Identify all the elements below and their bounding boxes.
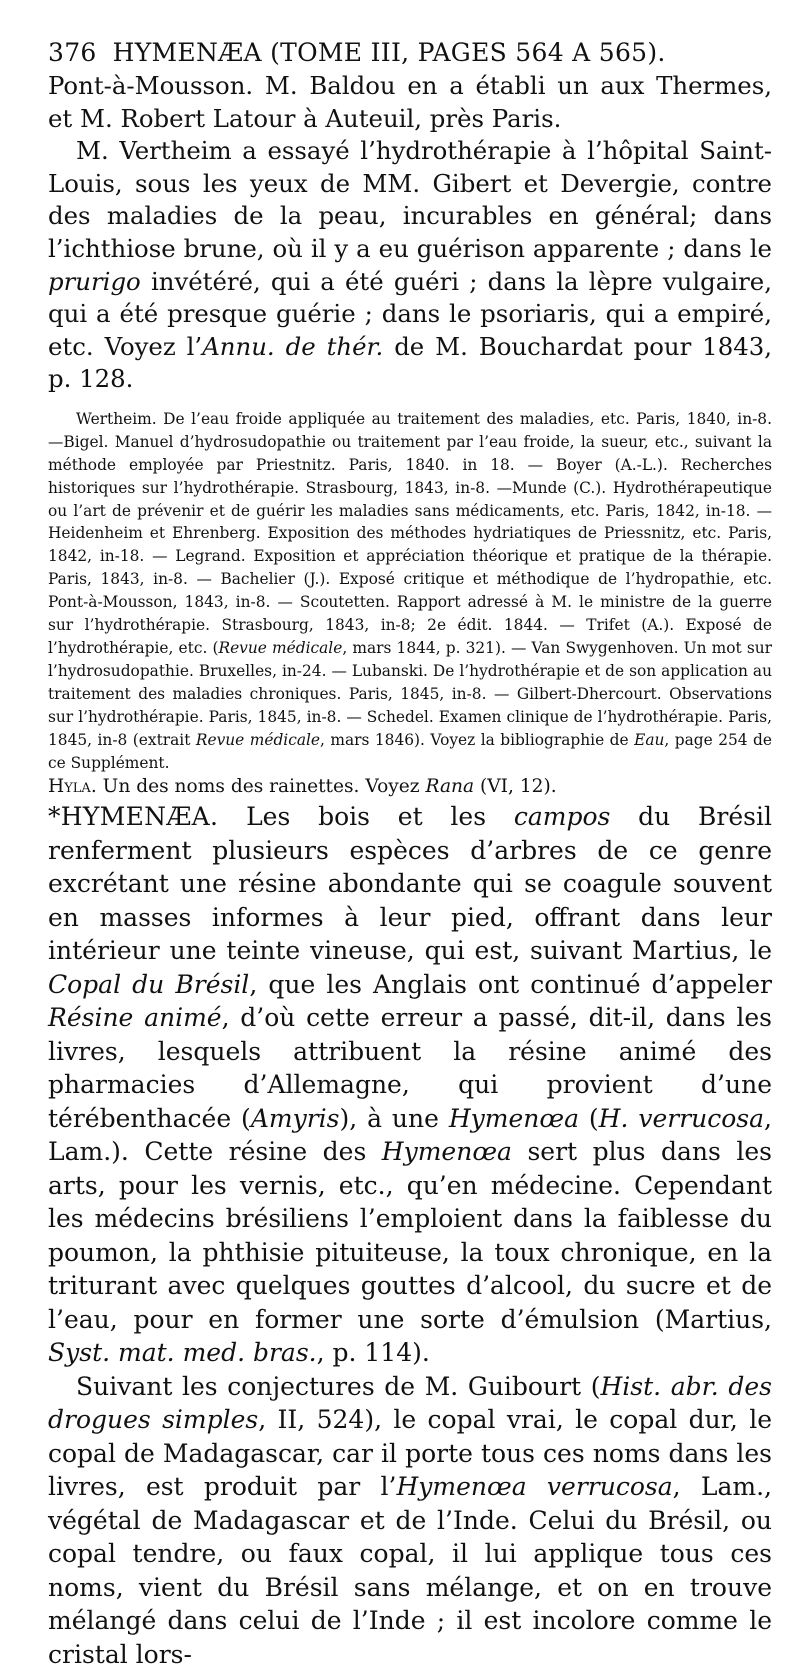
hyla-label: Hyla.: [48, 776, 97, 798]
e-p1-c: , que les Anglais ont continué d’appeler: [249, 969, 772, 999]
e-p1-h: sert plus dans les arts, pour les vernis, etc., qu’en médecine. Cependant les médecins brésiliens l’emploient dans la faiblesse du poumon, la phthisie pituiteuse, la toux chronique, en la triturant avec quelques gouttes d’alcool, du sucre et de l’eau, pour en former une sorte d’émulsion (Martius,: [48, 1137, 772, 1334]
hyla-text-a: Un des noms des rainettes. Voyez: [96, 776, 426, 798]
intro-p2-prurigo: prurigo: [48, 266, 141, 296]
e-p1-g: , Lam.). Cette résine des: [48, 1103, 772, 1167]
e-p1-a: Les bois et les: [218, 802, 514, 832]
page-number: 376: [48, 38, 97, 67]
hymenaea-paragraph-1: [48, 800, 772, 1370]
intro-p2-annu: Annu. de thér.: [202, 331, 384, 361]
intro-paragraph-2: [48, 135, 772, 396]
bibliography-notes: [48, 408, 772, 801]
e-hymenaea-2: Hymenœa: [381, 1137, 512, 1167]
e-p1-i: , p. 114).: [316, 1338, 430, 1368]
hymenaea-paragraph-2: [48, 1370, 772, 1671]
e-hymenaea-1: Hymenœa: [448, 1103, 579, 1133]
e-campos: campos: [513, 802, 611, 832]
hyla-rana: Rana: [425, 776, 475, 798]
e-p1-d: , d’où cette erreur a passé, dit-il, dans les livres, lesquels attribuent la résine animé des pharmacies d’Allemagne, qui provient d’une térébenthacée (: [48, 1003, 772, 1133]
bibliography-paragraph: [48, 408, 772, 775]
e-amyris: Amyris: [250, 1103, 340, 1133]
e-hym-verr: Hymenœa verrucosa: [396, 1472, 673, 1502]
e-h-verrucosa: H. verrucosa: [598, 1103, 765, 1133]
e-p1-b: du Brésil renferment plusieurs espèces d’arbres de ce genre excrétant une résine abondante qui se coagule souvent en masses informes à leur pied, offrant dans leur intérieur une teinte vineuse, qui est, suivant Martius, le: [48, 802, 772, 966]
intro-p2-text-c: de M. Bouchardat pour 1843, p. 128.: [48, 331, 772, 394]
e-syst: Syst. mat. med. bras.: [48, 1338, 317, 1368]
bib-part-3: , mars 1846). Voyez la bibliographie de: [320, 730, 635, 749]
intro-paragraph-1: Pont-à-Mousson. M. Baldou en a établi un aux Thermes, et M. Robert Latour à Auteuil, près Paris.: [48, 71, 772, 133]
e-p2-c: , Lam., végétal de Madagascar et de l’Inde. Celui du Brésil, ou copal tendre, ou faux copal, il lui applique tous ces noms, vient du Brésil sans mélange, et on en trouve mélangé dans celui de l’Inde ; il est incolore comme le cristal lors-: [48, 1472, 772, 1669]
e-p2-a: Suivant les conjectures de M. Guibourt (: [76, 1371, 601, 1401]
bib-part-2: , mars 1844, p. 321). — Van Swygenhoven. Un mot sur l’hydrosudopathie. Bruxelles, in-24. — Lubanski. De l’hydrothérapie et de son application au traitement des maladies chroniques. Paris, 1845, in-8. — Gilbert-Dhercourt. Observations sur l’hydrothérapie. Paris, 1845, in-8. — Schedel. Examen clinique de l’hydrothérapie. Paris, 1845, in-8 (extrait: [48, 639, 772, 749]
entry-heading: *HYMENÆA.: [48, 802, 219, 832]
intro-p2-text-a: M. Vertheim a essayé l’hydrothérapie à l’hôpital Saint-Louis, sous les yeux de MM. Gibert et Devergie, contre des maladies de la peau, incurables en général; dans l’ichthiose brune, où il y a eu guérison apparente ; dans le: [48, 136, 772, 263]
e-hist: Hist. abr. des drogues simples: [48, 1371, 772, 1435]
bib-part-1: Wertheim. De l’eau froide appliquée au traitement des maladies, etc. Paris, 1840, in-8. —Bigel. Manuel d’hydrosudopathie ou traitement par l’eau froide, la sueur, etc., suivant la méthode employée par Priestnitz. Paris, 1840. in 18. — Boyer (A.-L.). Recherches historiques sur l’hydrothérapie. Strasbourg, 1843, in-8. —Munde (C.). Hydrothérapeutique ou l’art de prévenir et de guérir les maladies sans médicaments, etc. Paris, 1842, in-18. — Heidenheim et Ehrenberg. Exposition des méthodes hydriatiques de Priessnitz, etc. Paris, 1842, in-18. — Legrand. Exposition et appréciation théorique et pratique de la thérapie. Paris, 1843, in-8. — Bachelier (J.). Exposé critique et méthodique de l’hydropathie, etc. Pont-à-Mousson, 1843, in-8. — Scoutetten. Rapport adressé à M. le ministre de la guerre sur l’hydrothérapie. Strasbourg, 1843, in-8; 2e édit. 1844. — Trifet (A.). Exposé de l’hydrothérapie, etc. (: [48, 409, 772, 657]
e-p2-b: , II, 524), le copal vrai, le copal dur, le copal de Madagascar, car il porte tous ces noms dans les livres, est produit par l’: [48, 1405, 772, 1502]
bib-revue-2: Revue médicale: [195, 730, 321, 749]
running-title: HYMENÆA (TOME III, PAGES 564 A 565).: [112, 38, 666, 67]
intro-p2-text-b: invétéré, qui a été guéri ; dans la lèpre vulgaire, qui a été presque guérie ; dans le psoriaris, qui a empiré, etc. Voyez l’: [48, 266, 772, 361]
bib-part-4: , page 254 de ce Supplément.: [48, 730, 772, 772]
bib-revue-1: Revue médicale: [218, 639, 343, 657]
e-p1-e: ), à une: [339, 1103, 449, 1133]
hyla-text-b: (VI, 12).: [474, 776, 557, 798]
hymenaea-entry: [48, 800, 772, 1671]
e-resine-anime: Résine animé: [48, 1003, 222, 1033]
intro-text: [48, 70, 772, 396]
e-p1-f: (: [579, 1103, 599, 1133]
e-copal-bresil: Copal du Brésil: [48, 969, 250, 999]
hyla-entry: [48, 774, 772, 800]
running-header: [48, 36, 772, 70]
bib-eau: Eau: [634, 730, 665, 749]
